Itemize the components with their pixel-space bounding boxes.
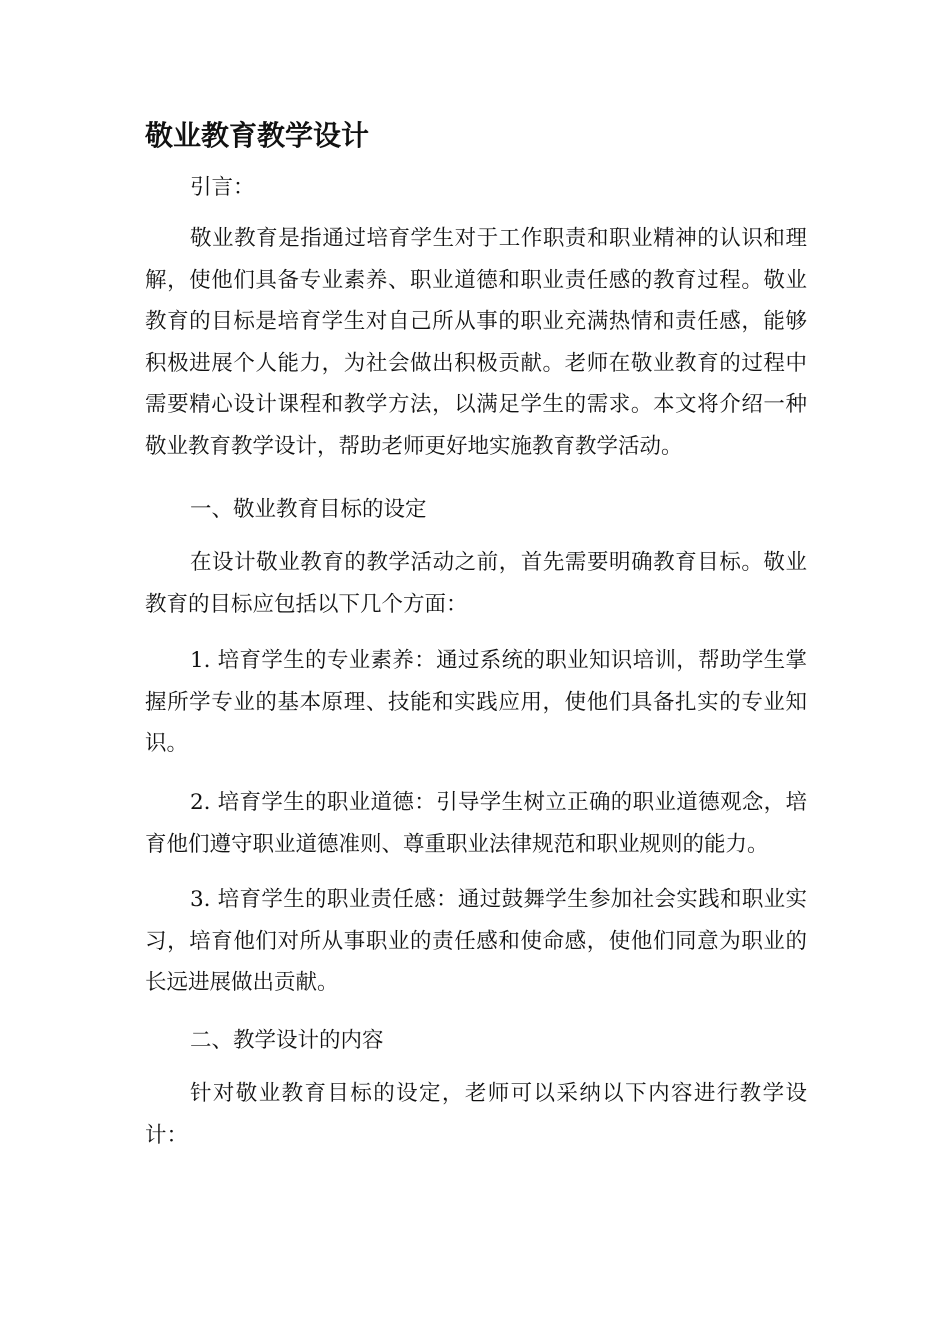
section-1-paragraph: 在设计敬业教育的教学活动之前，首先需要明确教育目标。敬业教育的目标应包括以下几个方面：: [145, 550, 807, 617]
intro-label: 引言：: [190, 175, 255, 200]
section-2-paragraph: 针对敬业教育目标的设定，老师可以采纳以下内容进行教学设计：: [145, 1081, 807, 1148]
goal-item-3: 3. 培育学生的职业责任感：通过鼓舞学生参加社会实践和职业实习，培育他们对所从事职业的责任感和使命感，使他们同意为职业的长远进展做出贡献。: [145, 887, 807, 996]
goal-item-1: 1. 培育学生的专业素养：通过系统的职业知识培训，帮助学生掌握所学专业的基本原理、技能和实践应用，使他们具备扎实的专业知识。: [145, 648, 807, 757]
intro-paragraph: 敬业教育是指通过培育学生对于工作职责和职业精神的认识和理解，使他们具备专业素养、职业道德和职业责任感的教育过程。敬业教育的目标是培育学生对自己所从事的职业充满热情和责任感，能够积极进展个人能力，为社会做出积极贡献。老师在敬业教育的过程中需要精心设计课程和教学方法，以满足学生的需求。本文将介绍一种敬业教育教学设计，帮助老师更好地实施教育教学活动。: [145, 226, 807, 459]
goal-item-2: 2. 培育学生的职业道德：引导学生树立正确的职业道德观念，培育他们遵守职业道德准则、尊重职业法律规范和职业规则的能力。: [145, 790, 807, 857]
section-heading-2: 二、教学设计的内容: [190, 1028, 384, 1053]
document-title: 敬业教育教学设计: [145, 119, 370, 152]
section-heading-1: 一、敬业教育目标的设定: [190, 497, 427, 522]
